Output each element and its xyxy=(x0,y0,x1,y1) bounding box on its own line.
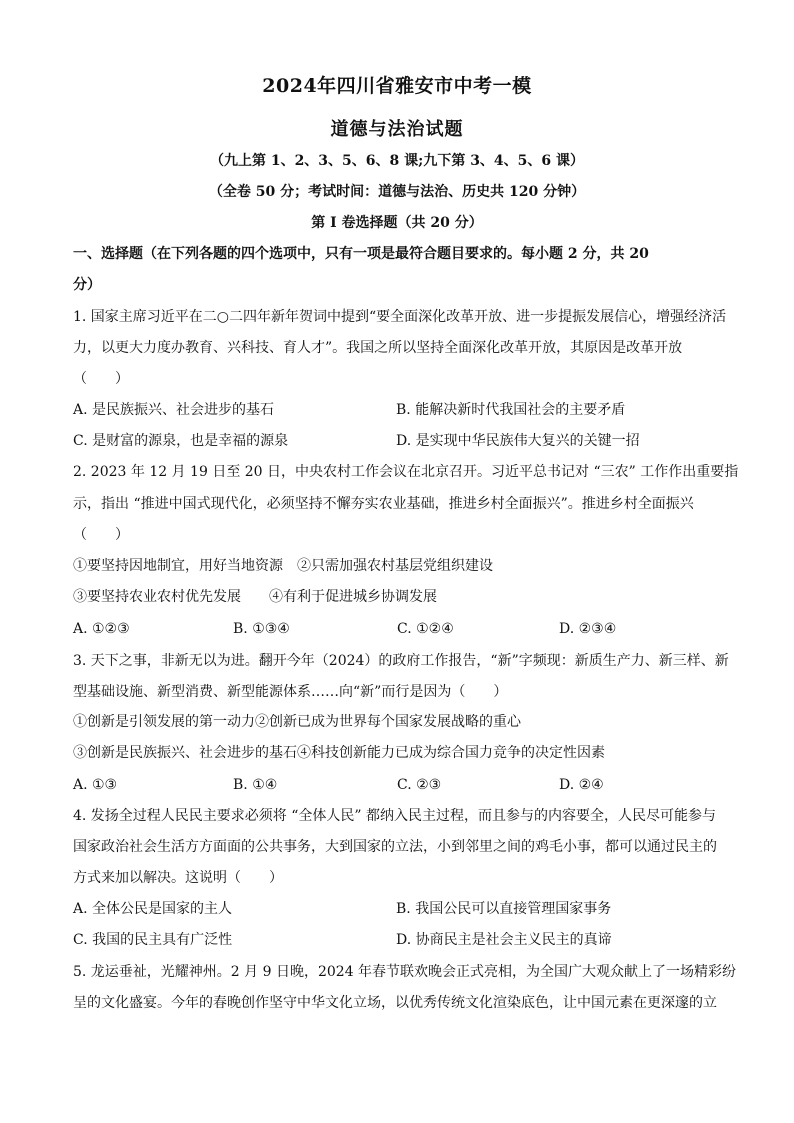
question-2-statements-cont: ③要坚持农业农村优先发展 ④有利于促进城乡协调发展 xyxy=(73,589,437,605)
question-4-option-b: B. 我国公民可以直接管理国家事务 xyxy=(396,901,612,917)
course-scope: （九上第 1、2、3、5、6、8 课;九下第 3、4、5、6 课） xyxy=(209,153,585,169)
question-4-option-d: D. 协商民主是社会主义民主的真谛 xyxy=(396,932,612,948)
question-5-text-cont: 呈的文化盛宴。今年的春晚创作坚守中华文化立场，以优秀传统文化渲染底色，让中国元素在更深邃的立 xyxy=(73,995,717,1011)
question-1-text-cont: 力，以更大力度办教育、兴科技、育人才”。我国之所以坚持全面深化改革开放，其原因是改革开放 xyxy=(73,340,683,356)
question-3-text: 3. 天下之事，非新无以为进。翻开今年（2024）的政府工作报告，“新”字频现：新质生产力、新三样、新 xyxy=(73,653,729,669)
question-2-blank: （ ） xyxy=(73,527,129,543)
question-1-option-b: B. 能解决新时代我国社会的主要矛盾 xyxy=(396,402,626,418)
subject-title: 道德与法治试题 xyxy=(330,119,464,140)
question-2-statements: ①要坚持因地制宜，用好当地资源 ②只需加强农村基层党组织建设 xyxy=(73,558,493,574)
question-4-option-c: C. 我国的民主具有广泛性 xyxy=(73,932,233,948)
question-2-text: 2. 2023 年 12 月 19 日至 20 日，中央农村工作会议在北京召开。习近平总书记对 “三农” 工作作出重要指 xyxy=(73,464,739,480)
question-2-option-a: A. ①②③ xyxy=(73,621,130,637)
question-2-option-b: B. ①③④ xyxy=(233,621,290,637)
question-2-option-d: D. ②③④ xyxy=(559,621,617,637)
question-1-option-d: D. 是实现中华民族伟大复兴的关键一招 xyxy=(396,433,640,449)
question-3-statements-cont: ③创新是民族振兴、社会进步的基石④科技创新能力已成为综合国力竞争的决定性因素 xyxy=(73,745,605,761)
question-2-option-c: C. ①②④ xyxy=(397,621,454,637)
question-1-blank: （ ） xyxy=(73,371,129,387)
question-3-option-d: D. ②④ xyxy=(559,777,604,793)
question-3-statements: ①创新是引领发展的第一动力②创新已成为世界每个国家发展战略的重心 xyxy=(73,714,521,730)
exam-info: （全卷 50 分；考试时间：道德与法治、历史共 120 分钟） xyxy=(208,184,586,200)
question-5-text: 5. 龙运垂祉，光耀神州。2 月 9 日晚，2024 年春节联欢晚会正式亮相，为全国广大观众献上了一场精彩纷 xyxy=(73,964,737,980)
question-4-option-a: A. 全体公民是国家的主人 xyxy=(73,901,233,917)
question-3-option-a: A. ①③ xyxy=(73,777,118,793)
question-4-text-end: 方式来加以解决。这说明（ ） xyxy=(73,870,283,886)
question-2-text-cont: 示，指出 “推进中国式现代化，必须坚持不懈夯实农业基础，推进乡村全面振兴”。推进乡村全面振兴 xyxy=(73,496,694,512)
question-4-text: 4. 发扬全过程人民民主要求必须将 “全体人民” 都纳入民主过程，而且参与的内容要全，人民尽可能参与 xyxy=(73,808,717,824)
question-1-text: 1. 国家主席习近平在二○二四年新年贺词中提到“要全面深化改革开放、进一步提振发展信心，增强经济活 xyxy=(73,309,727,325)
section-instructions-cont: 分） xyxy=(73,277,101,293)
section-instructions: 一、选择题（在下列各题的四个选项中，只有一项是最符合题目要求的。每小题 2 分，共 20 xyxy=(73,246,649,262)
exam-title: 2024年四川省雅安市中考一模 xyxy=(262,75,532,97)
question-3-option-c: C. ②③ xyxy=(397,777,442,793)
question-3-text-cont: 型基础设施、新型消费、新型能源体系……向“新”而行是因为（ ） xyxy=(73,684,508,700)
question-3-option-b: B. ①④ xyxy=(233,777,278,793)
question-4-text-cont: 国家政治社会生活方方面面的公共事务，大到国家的立法，小到邻里之间的鸡毛小事，都可以通过民主的 xyxy=(73,839,717,855)
question-1-option-c: C. 是财富的源泉，也是幸福的源泉 xyxy=(73,433,289,449)
part-title: 第 I 卷选择题（共 20 分） xyxy=(311,215,483,231)
question-1-option-a: A. 是民族振兴、社会进步的基石 xyxy=(73,402,275,418)
